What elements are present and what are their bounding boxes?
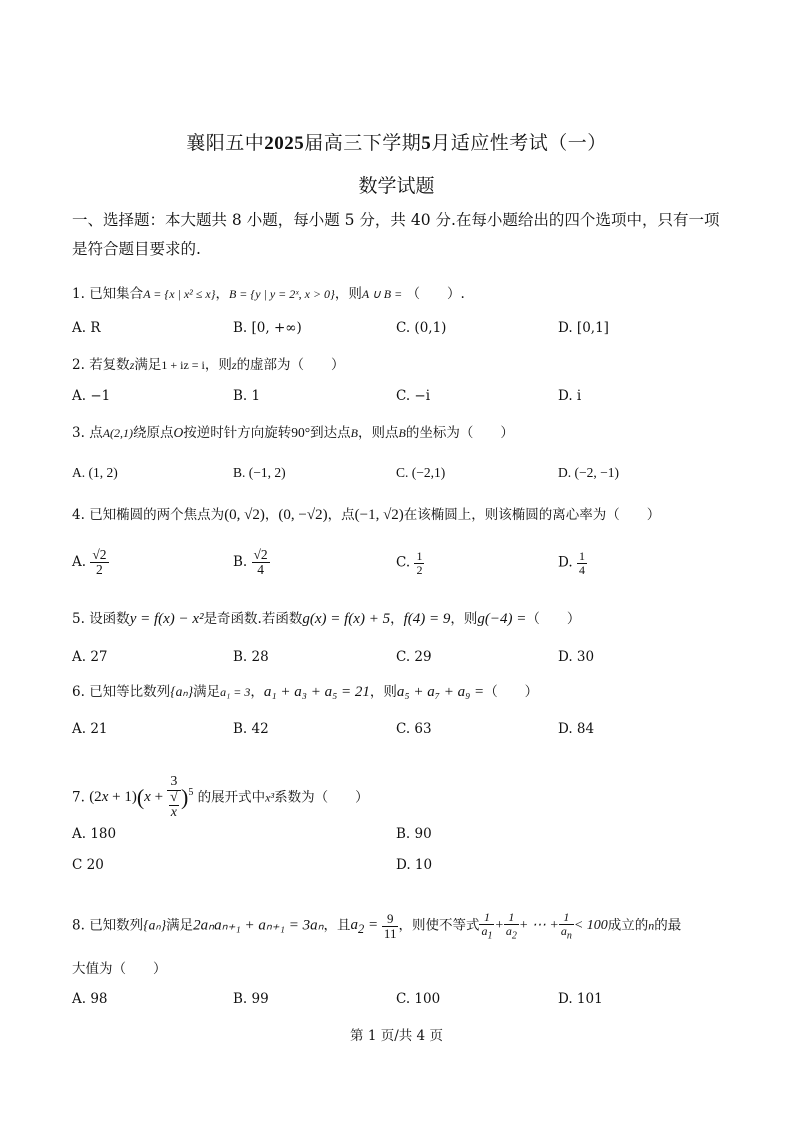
q-math: {aₙ} bbox=[170, 684, 194, 699]
q-text: 绕原点 bbox=[133, 425, 174, 441]
q-text: 按逆时针方向旋转 bbox=[183, 425, 292, 441]
q-math-ineq: $\frac{1}{a_1}$ + $\frac{1}{a_2}$ + ⋯ + $\frac{1}{a_n}$ < 100 bbox=[481, 910, 608, 941]
q-text: 到达点 bbox=[310, 425, 351, 441]
option-b: B. 42 bbox=[233, 721, 269, 737]
option-b: B. 28 bbox=[233, 649, 269, 665]
q-math: (0, −√2) bbox=[278, 507, 328, 523]
q-num: 4. bbox=[72, 507, 85, 523]
option-a: A. 98 bbox=[72, 991, 108, 1007]
title-year: 2025 bbox=[264, 133, 305, 154]
q-text: ，则使不等式 bbox=[398, 917, 480, 934]
q-text: ， bbox=[215, 286, 229, 302]
q-math: z bbox=[231, 358, 237, 372]
q-math: 1 + iz = i bbox=[161, 358, 205, 372]
option-d: D. 10 bbox=[396, 857, 433, 873]
option-a: A. 180 bbox=[72, 826, 117, 842]
q-math: (0, √2) bbox=[224, 507, 265, 523]
q-text: 系数为（ ） bbox=[274, 789, 369, 806]
q-math: B bbox=[350, 426, 359, 440]
option-c: C. (0,1) bbox=[396, 320, 447, 336]
q-text: 已知数列 bbox=[89, 917, 144, 934]
question-5 bbox=[72, 609, 580, 629]
q-num: 6. bbox=[72, 684, 85, 700]
question-8 bbox=[72, 911, 681, 941]
q-text: 是奇函数.若函数 bbox=[203, 611, 303, 627]
q-num: 1. bbox=[72, 286, 85, 302]
q-paren: （ ）. bbox=[406, 286, 465, 302]
q-math: x³ bbox=[265, 790, 275, 805]
section-heading: 一、选择题：本大题共 8 小题，每小题 5 分，共 40 分.在每小题给出的四个选项中，只有一项是符合题目要求的. bbox=[72, 211, 720, 258]
option-c: C. 100 bbox=[396, 991, 441, 1007]
title-school: 襄阳五中 bbox=[186, 132, 265, 154]
q-num: 3. bbox=[72, 425, 85, 441]
q-text: 的虚部为（ ） bbox=[236, 357, 345, 373]
q-text: 的坐标为（ ） bbox=[405, 425, 514, 441]
option-d: D. (−2, −1) bbox=[558, 465, 619, 480]
q-math-a2: $a_2$ = $\frac{9}{11}$ bbox=[350, 910, 397, 941]
q-num: 5. bbox=[72, 611, 85, 627]
option-c: C. (−2,1) bbox=[396, 465, 446, 480]
q-text: ，点 bbox=[327, 507, 355, 523]
option-a: A. −1 bbox=[72, 388, 111, 404]
question-4 bbox=[72, 505, 660, 525]
question-8-cont: 大值为（ ） bbox=[72, 961, 167, 977]
q-math: g(x) = f(x) + 5 bbox=[302, 611, 391, 627]
q-math: {aₙ} bbox=[143, 917, 167, 933]
q-text: 满足 bbox=[193, 684, 221, 700]
page-footer: 第 1 页/共 4 页 bbox=[350, 1028, 443, 1044]
question-7 bbox=[72, 775, 369, 821]
q-text: 设函数 bbox=[89, 611, 130, 627]
q-math: 2aₙaₙ₊₁ + aₙ₊₁ = 3aₙ bbox=[193, 917, 324, 934]
option-d: D. i bbox=[558, 388, 582, 404]
q-text: ，则 bbox=[204, 357, 232, 373]
q-num: 8. bbox=[72, 917, 85, 934]
q-text: 若复数 bbox=[89, 357, 130, 373]
q-text: ，则 bbox=[334, 286, 362, 302]
q-text: ，则 bbox=[369, 684, 397, 700]
q-math: A ∪ B = bbox=[361, 287, 403, 301]
q-math: (−1, √2) bbox=[354, 507, 404, 523]
q-math: f(4) = 9 bbox=[403, 611, 451, 627]
q-math: z bbox=[129, 358, 135, 372]
q-text: ，且 bbox=[323, 917, 351, 934]
exam-subtitle: 数学试题 bbox=[358, 175, 435, 197]
q-math: a₁ + a₃ + a₅ = 21 bbox=[263, 684, 370, 700]
option-b: B. 99 bbox=[233, 991, 269, 1007]
q-text: ，则点 bbox=[358, 425, 399, 441]
q-text: 满足 bbox=[134, 357, 162, 373]
option-c: C. $\frac{1}{2}$ bbox=[396, 549, 423, 577]
option-a: A. (1, 2) bbox=[72, 465, 118, 480]
option-d: D. $\frac{1}{4}$ bbox=[558, 549, 585, 577]
q-math: n bbox=[648, 918, 655, 933]
option-b: B. 90 bbox=[396, 826, 432, 842]
option-b: B. $\frac{√2}{4}$ bbox=[233, 547, 268, 578]
q-text: 在该椭圆上，则该椭圆的离心率为（ ） bbox=[403, 507, 661, 523]
q-text: 点 bbox=[89, 425, 103, 441]
q-text: 满足 bbox=[166, 917, 194, 934]
title-month: 5 bbox=[421, 133, 432, 154]
question-1 bbox=[72, 284, 465, 304]
q-text: 的展开式中 bbox=[197, 789, 266, 806]
option-d: D. 84 bbox=[558, 721, 595, 737]
option-c: C. 63 bbox=[396, 721, 432, 737]
q-text: ， bbox=[264, 507, 279, 523]
option-a: A. R bbox=[72, 320, 101, 336]
q-text: 已知椭圆的两个焦点为 bbox=[89, 507, 225, 523]
q-paren: （ ） bbox=[484, 684, 539, 700]
option-a: A. 21 bbox=[72, 721, 108, 737]
q-text: 成立的 bbox=[607, 917, 649, 934]
q-num: 7. bbox=[72, 789, 85, 806]
exam-title bbox=[0, 128, 793, 155]
question-6 bbox=[72, 682, 538, 702]
option-c: C. −i bbox=[396, 388, 431, 404]
q-expression: (2x + 1)(x + 3 √ x )$^5$ bbox=[89, 774, 194, 821]
option-d: D. [0,1] bbox=[558, 320, 609, 336]
q-text: 已知等比数列 bbox=[89, 684, 171, 700]
q-text: 已知集合 bbox=[89, 286, 144, 302]
option-c: C. 29 bbox=[396, 649, 432, 665]
q-math: B bbox=[398, 426, 406, 440]
q-paren: （ ） bbox=[526, 611, 581, 627]
option-a: A. $\frac{√2}{2}$ bbox=[72, 547, 107, 578]
option-b: B. 1 bbox=[233, 388, 261, 404]
option-a: A. 27 bbox=[72, 649, 108, 665]
question-3 bbox=[72, 423, 514, 443]
option-c: C 20 bbox=[72, 857, 104, 873]
q-math: B = {y | y = 2ˣ, x > 0} bbox=[228, 287, 335, 301]
q-math: g(−4) = bbox=[477, 611, 527, 627]
q-math: y = f(x) − x² bbox=[129, 611, 204, 627]
question-2 bbox=[72, 355, 345, 375]
option-b: B. [0, +∞) bbox=[233, 320, 302, 336]
q-math: A = {x | x² ≤ x} bbox=[143, 287, 216, 301]
q-text: ， bbox=[390, 611, 404, 627]
q-math: A(2,1) bbox=[102, 426, 134, 440]
title-exam: 月适应性考试（一） bbox=[431, 132, 607, 154]
q-math: O bbox=[173, 425, 184, 440]
option-d: D. 30 bbox=[558, 649, 595, 665]
q-math: 90° bbox=[291, 425, 311, 440]
q-text: 的最 bbox=[654, 917, 682, 934]
q-text: ， bbox=[250, 684, 264, 700]
option-d: D. 101 bbox=[558, 991, 603, 1007]
title-grade: 届高三下学期 bbox=[304, 132, 422, 154]
q-num: 2. bbox=[72, 357, 85, 373]
q-math: a₅ + a₇ + a₉ = bbox=[396, 684, 485, 700]
q-text: ，则 bbox=[450, 611, 478, 627]
option-b: B. (−1, 2) bbox=[233, 465, 286, 480]
q-math: a₁ = 3 bbox=[220, 685, 251, 699]
